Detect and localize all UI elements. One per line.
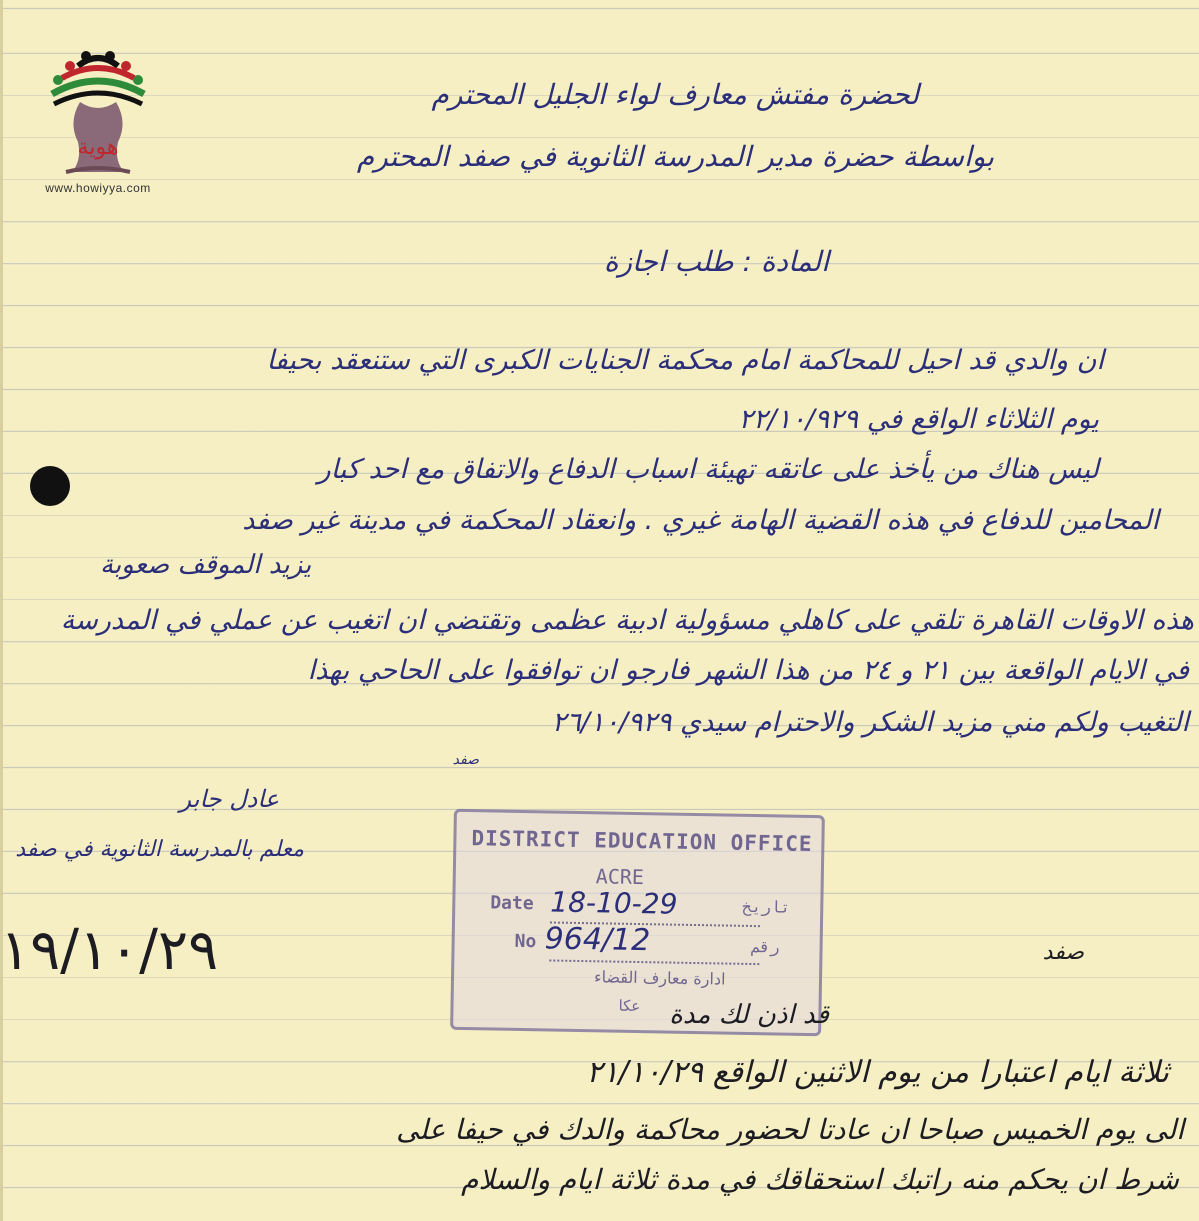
logo-wordmark: هوية: [77, 135, 119, 160]
body-line: ان والدي قد احيل للمحاكمة امام محكمة الجنايات الكبرى التي ستنعقد بحيفا: [266, 345, 1104, 376]
stamp-number-value: 964/12: [544, 921, 651, 959]
stamp-office-name: DISTRICT EDUCATION OFFICE: [471, 826, 813, 857]
stamp-number-label-ar: رقم: [750, 936, 780, 957]
body-line: التغيب ولكم مني مزيد الشكر والاحترام سيدي ٢٦/١٠/٩٢٩: [551, 707, 1189, 738]
annotation-date: ١٩/١٠/٢٩: [0, 918, 219, 983]
body-line: يوم الثلاثاء الواقع في ٢٢/١٠/٩٢٩: [738, 404, 1099, 435]
punch-hole: [30, 466, 70, 506]
annotation-line: قد اذن لك مدة: [669, 1000, 829, 1030]
stamp-dotted-line: [549, 959, 759, 965]
addressee-line: لحضرة مفتش معارف لواء الجليل المحترم: [431, 78, 919, 111]
stamp-date-value: 18-10-29: [550, 885, 678, 921]
annotation-line: شرط ان يحكم منه راتبك استحقاقك في مدة ثلاثة ايام والسلام: [461, 1163, 1179, 1196]
stamp-arabic-office: ادارة معارف القضاء: [593, 967, 726, 989]
body-line: المحامين للدفاع في هذه القضية الهامة غيري . وانعقاد المحكمة في مدينة غير صفد: [242, 505, 1159, 536]
annotation-place: صفد: [1042, 940, 1084, 965]
subject-line: المادة : طلب اجازة: [603, 245, 829, 278]
body-line: يزيد الموقف صعوبة: [100, 550, 312, 580]
stamp-arabic-city: عكا: [618, 996, 641, 1016]
body-line: هذه الاوقات القاهرة تلقي على كاهلي مسؤولية ادبية عظمى وتقتضي ان اتغيب عن عملي في المدرسة: [60, 605, 1194, 636]
stamp-city: ACRE: [595, 864, 645, 890]
signature-name: عادل جابر: [179, 785, 279, 813]
annotation-line: ثلاثة ايام اعتبارا من يوم الاثنين الواقع ٢١/١٠/٢٩: [586, 1055, 1169, 1090]
logo-caption: www.howiyya.com: [45, 181, 151, 195]
stamp-date-label: Date: [490, 892, 534, 915]
body-line: في الايام الواقعة بين ٢١ و ٢٤ من هذا الشهر فارجو ان توافقوا على الحاحي بهذا: [307, 655, 1189, 686]
stamp-number-label: No: [514, 930, 537, 953]
annotation-line: الى يوم الخميس صباحا ان عادتا لحضور محاكمة والدك في حيفا على: [396, 1113, 1184, 1146]
via-line: بواسطة حضرة مدير المدرسة الثانوية في صفد المحترم: [356, 140, 994, 173]
signature-title: معلم بالمدرسة الثانوية في صفد: [15, 837, 304, 862]
body-place-note: صفد: [452, 752, 479, 768]
howiyya-logo: [28, 42, 168, 202]
body-line: ليس هناك من يأخذ على عاتقه تهيئة اسباب الدفاع والاتفاق مع احد كبار: [317, 454, 1099, 485]
tree-figures-icon: [52, 51, 144, 104]
paper-edge: [0, 0, 3, 1221]
stamp-date-label-ar: تاريخ: [741, 896, 791, 917]
